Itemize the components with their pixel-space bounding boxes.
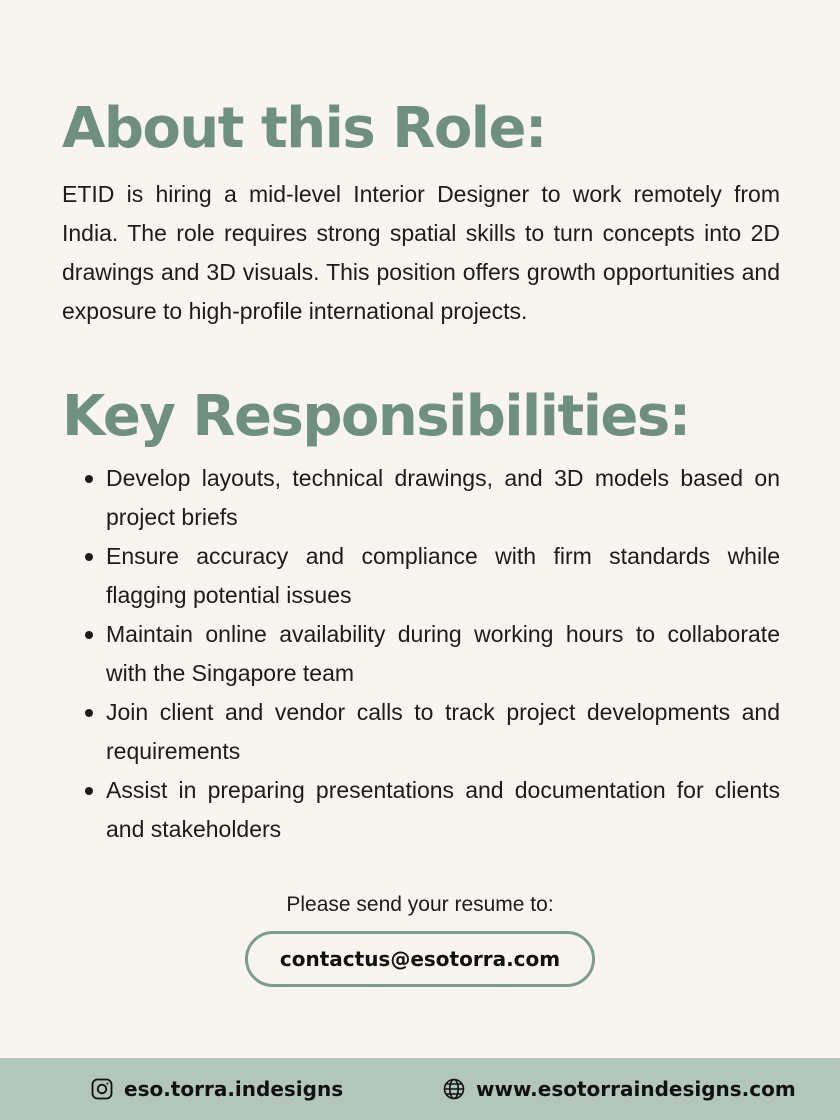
responsibility-item: [62, 771, 780, 849]
contact-email-button[interactable]: [245, 931, 595, 987]
about-role-text: ETID is hiring a mid-level Interior Designer to work remotely from India. The role requires strong spatial skills to turn concepts into 2D drawings and 3D visuals. This position offers growth opportunities and exposure to high-profile international projects.: [62, 181, 780, 324]
responsibility-text: Develop layouts, technical drawings, and 3D models based on project briefs: [106, 465, 780, 530]
responsibilities-list: [62, 459, 780, 849]
resume-instruction: Please send your resume to:: [286, 893, 554, 916]
instagram-icon: [90, 1077, 114, 1101]
responsibility-text: Assist in preparing presentations and documentation for clients and stakeholders: [106, 777, 780, 842]
instagram-link[interactable]: [90, 1058, 343, 1120]
footer-bar: [0, 1058, 840, 1120]
bullet-icon: [85, 787, 93, 795]
responsibility-item: [62, 693, 780, 771]
website-url: www.esotorraindesigns.com: [476, 1077, 796, 1101]
bullet-icon: [85, 475, 93, 483]
responsibility-item: [62, 615, 780, 693]
bullet-icon: [85, 631, 93, 639]
responsibility-text: Maintain online availability during working hours to collaborate with the Singapore team: [106, 621, 780, 686]
globe-icon: [442, 1077, 466, 1101]
key-responsibilities-heading: Key Responsibilities:: [62, 384, 690, 449]
website-link[interactable]: [442, 1058, 796, 1120]
contact-email-text: contactus@esotorra.com: [279, 947, 561, 971]
instagram-handle: eso.torra.indesigns: [124, 1077, 344, 1101]
responsibility-item: [62, 537, 780, 615]
about-role-heading: About this Role:: [62, 96, 546, 161]
responsibility-text: Join client and vendor calls to track project developments and requirements: [106, 699, 780, 764]
responsibility-item: [62, 459, 780, 537]
responsibility-text: Ensure accuracy and compliance with firm standards while flagging potential issues: [106, 543, 780, 608]
bullet-icon: [85, 553, 93, 561]
bullet-icon: [85, 709, 93, 717]
